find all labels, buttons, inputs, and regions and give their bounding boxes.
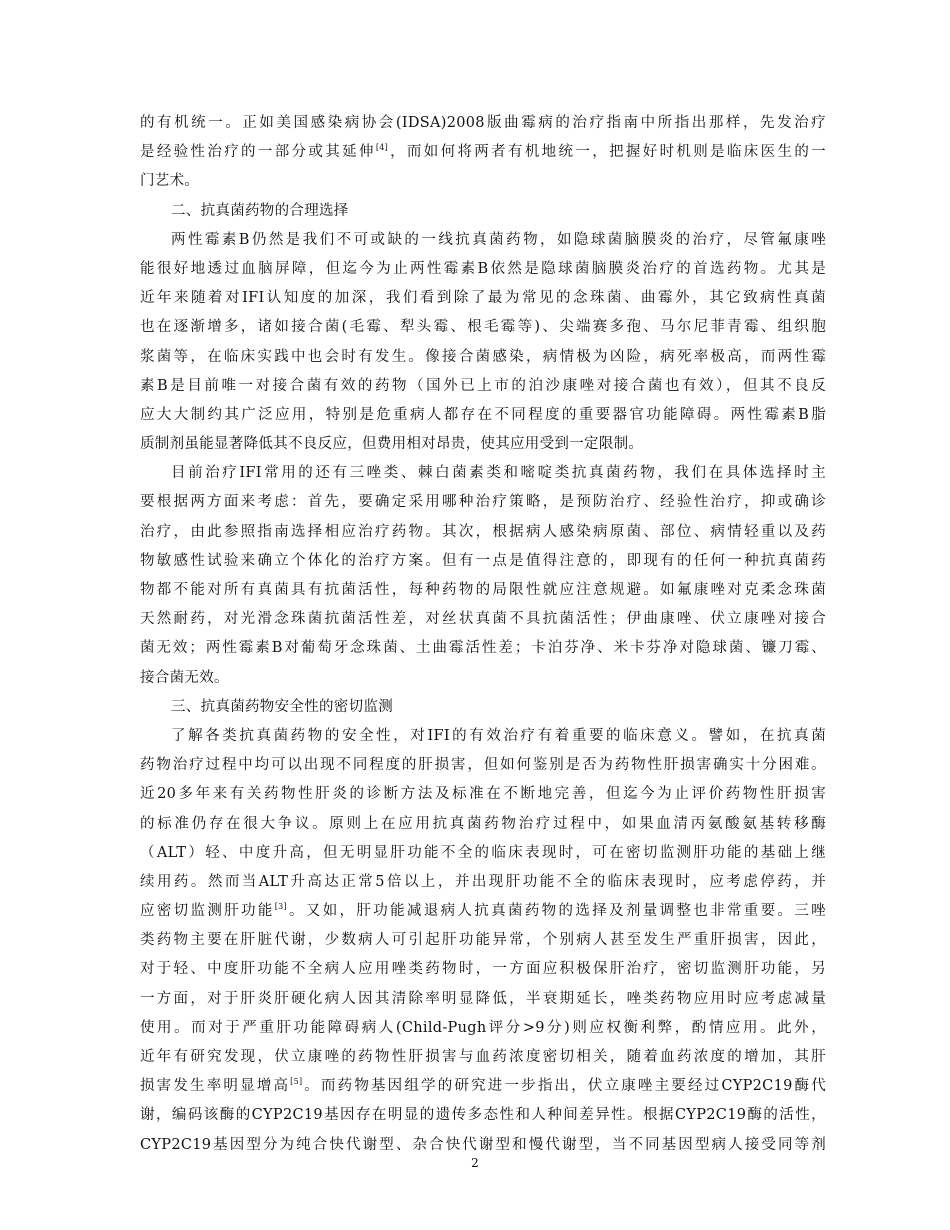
text-line [140,430,826,459]
text-line [140,226,826,255]
text-segment: 是经验性治疗的一部分或其延伸 [140,144,376,161]
text-segment: （ALT）轻、中度升高，但无明显肝功能不全的临床表现时，可在密切监测肝功能的基础上继 [140,844,826,861]
text-segment: 近20多年来有关药物性肝炎的诊断方法及标准在不断地完善，但迄今为止评价药物性肝损害 [140,786,826,803]
text-line [140,488,826,517]
text-segment: 近年有研究发现，伏立康唑的药物性肝损害与血药浓度密切相关，随着血药浓度的增加，其肝 [140,1049,826,1065]
text-line [140,576,826,605]
text-line [140,634,826,663]
text-line [140,313,826,342]
text-segment: 物都不能对所有真菌具有抗菌活性，每种药物的局限性就应注意规避。如氟康唑对克柔念珠菌 [140,582,826,598]
text-segment: 近年来随着对IFI认知度的加深，我们看到除了最为常见的念珠菌、曲霉外，其它致病性真菌 [140,290,826,307]
text-line [140,167,826,196]
text-segment: 浆菌等，在临床实践中也会时有发生。像接合菌感染，病情极为凶险，病死率极高，而两性霉 [140,348,826,365]
text-line [140,459,826,488]
text-segment: 药物治疗过程中均可以出现不同程度的肝损害，但如何鉴别是否为药物性肝损害确实十分困难。 [140,757,826,774]
text-line [140,518,826,547]
text-line [140,722,826,751]
text-segment: 也在逐渐增多，诸如接合菌(毛霉、犁头霉、根毛霉等)、尖端赛多孢、马尔尼菲青霉、组织胞 [140,319,826,336]
text-line [140,810,826,839]
text-line [140,926,826,955]
text-segment: 质制剂虽能显著降低其不良反应，但费用相对昂贵，使其应用受到一定限制。 [140,436,644,453]
text-segment: 应密切监测肝功能 [140,903,275,920]
body-text [140,109,826,1160]
text-line [140,547,826,576]
text-segment: 三、抗真菌药物安全性的密切监测 [171,698,393,715]
text-segment: 菌无效；两性霉素B对葡萄牙念珠菌、土曲霉活性差；卡泊芬净、米卡芬净对隐球菌、镰刀霉、 [140,640,826,657]
text-line [140,1072,826,1101]
text-segment: 。而药物基因组学的研究进一步指出，伏立康唑主要经过CYP2C19酶代 [302,1078,826,1095]
text-line [140,284,826,313]
text-segment: 要根据两方面来考虑：首先，要确定采用哪种治疗策略，是预防治疗、经验性治疗，抑或确诊 [140,494,826,511]
text-line [140,868,826,897]
text-segment: 。又如，肝功能减退病人抗真菌药物的选择及剂量调整也非常重要。三唑 [286,903,826,920]
text-segment: 治疗，由此参照指南选择相应治疗药物。其次，根据病人感染病原菌、部位、病情轻重以及药 [140,523,826,540]
text-line [140,138,826,167]
text-segment: 门艺术。 [140,173,200,190]
text-segment: CYP2C19基因型分为纯合快代谢型、杂合快代谢型和慢代谢型，当不同基因型病人接受同等剂 [140,1136,826,1153]
citation-ref: [5] [290,1077,303,1087]
text-segment: 接合菌无效。 [140,669,229,686]
text-line [140,751,826,780]
text-line [140,372,826,401]
text-segment: 二、抗真菌药物的合理选择 [171,202,349,219]
text-segment: 一方面，对于肝炎肝硬化病人因其清除率明显降低，半衰期延长，唑类药物应用时应考虑减量 [140,990,826,1007]
citation-ref: [3] [274,902,287,912]
text-line [140,839,826,868]
text-line [140,109,826,138]
citation-ref: [4] [375,143,389,153]
text-segment: 了解各类抗真菌药物的安全性，对IFI的有效治疗有着重要的临床意义。譬如，在抗真菌 [171,727,826,744]
page-number: 2 [471,1156,479,1170]
text-line [140,955,826,984]
section-heading [140,197,826,226]
text-segment: 应大大制约其广泛应用，特别是危重病人都存在不同程度的重要器官功能障碍。两性霉素B脂 [140,406,826,423]
text-segment: 天然耐药，对光滑念珠菌抗菌活性差，对丝状真菌不具抗菌活性；伊曲康唑、伏立康唑对接合 [140,611,826,628]
text-line [140,1043,826,1072]
text-segment: 的有机统一。正如美国感染病协会(IDSA)2008版曲霉病的治疗指南中所指出那样，先发治疗 [140,115,826,131]
text-segment: 能很好地透过血脑屏障，但迄今为止两性霉素B依然是隐球菌脑膜炎治疗的首选药物。尤其是 [140,260,826,277]
text-line [140,780,826,809]
text-line [140,664,826,693]
text-segment: 目前治疗IFI常用的还有三唑类、棘白菌素类和嘧啶类抗真菌药物，我们在具体选择时主 [171,465,826,482]
text-segment: ，而如何将两者有机地统一，把握好时机则是临床医生的一 [388,144,826,161]
text-segment: 使用。而对于严重肝功能障碍病人(Child-Pugh评分>9分)则应权衡利弊，酌情应用。此外， [140,1019,826,1036]
text-line [140,1101,826,1130]
text-line [140,605,826,634]
text-segment: 谢，编码该酶的CYP2C19基因存在明显的遗传多态性和人种间差异性。根据CYP2C19酶的活性， [140,1107,826,1124]
text-line [140,255,826,284]
text-line [140,985,826,1014]
text-segment: 类药物主要在肝脏代谢，少数病人可引起肝功能异常，个别病人甚至发生严重肝损害，因此， [140,932,826,949]
text-segment: 物敏感性试验来确立个体化的治疗方案。但有一点是值得注意的，即现有的任何一种抗真菌药 [140,552,826,569]
section-heading [140,693,826,722]
text-segment: 对于轻、中度肝功能不全病人应用唑类药物时，一方面应积极保肝治疗，密切监测肝功能，另 [140,961,826,978]
text-segment: 损害发生率明显增高 [140,1078,291,1095]
text-segment: 素B是目前唯一对接合菌有效的药物（国外已上市的泊沙康唑对接合菌也有效），但其不良反 [140,377,826,394]
text-line [140,343,826,372]
text-line [140,1014,826,1043]
text-segment: 的标准仍存在很大争议。原则上在应用抗真菌药物治疗过程中，如果血清丙氨酸氨基转移酶 [140,815,826,832]
text-line [140,401,826,430]
text-line [140,897,826,926]
text-segment: 两性霉素B仍然是我们不可或缺的一线抗真菌药物，如隐球菌脑膜炎的治疗，尽管氟康唑 [171,231,826,248]
text-segment: 续用药。然而当ALT升高达正常5倍以上，并出现肝功能不全的临床表现时，应考虑停药，并 [140,873,826,890]
